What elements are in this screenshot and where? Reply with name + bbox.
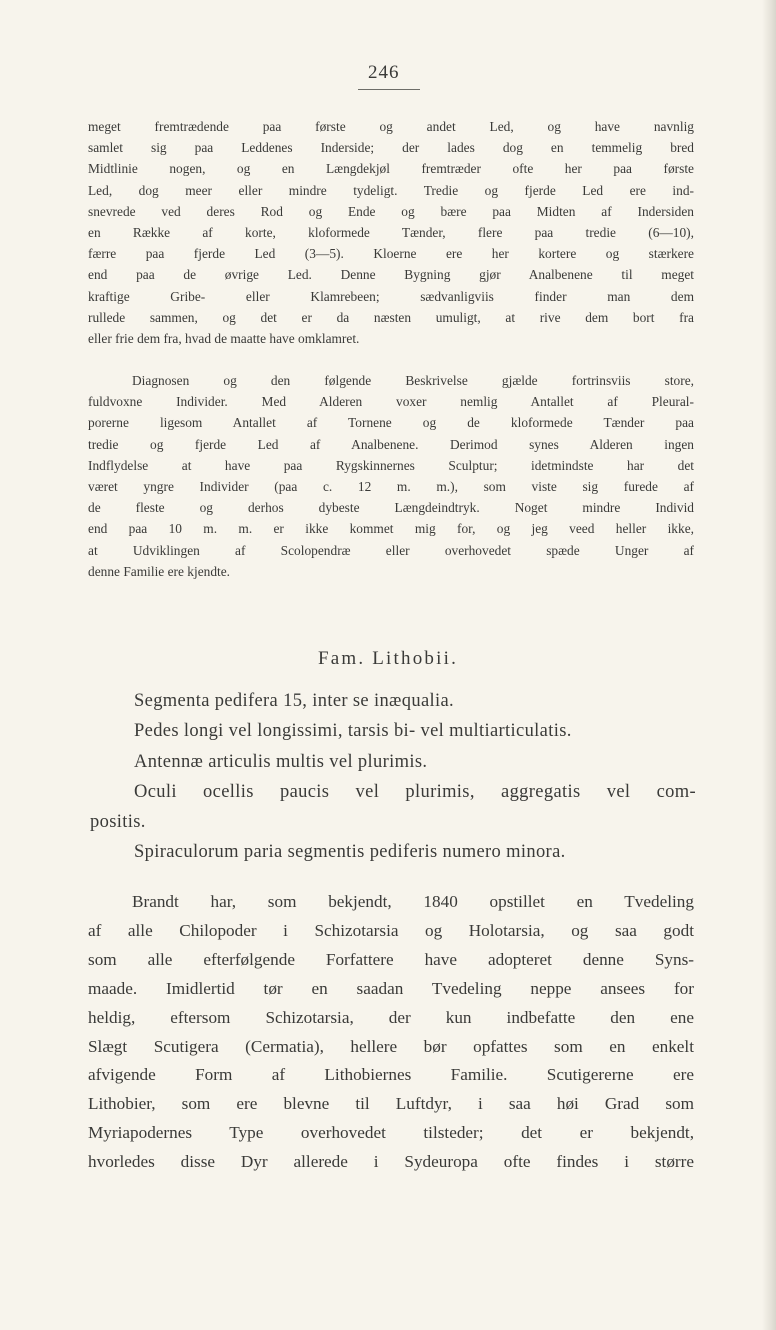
text-line: en Række af korte, kloformede Tænder, flere paa tredie (6—10), — [88, 225, 694, 241]
text-line: meget fremtrædende paa første og andet Led, og have navnlig — [88, 119, 694, 134]
family-heading: Fam. Lithobii. — [317, 648, 459, 669]
paragraph-diagnosen — [88, 370, 694, 582]
text-line: Brandt har, som bekjendt, 1840 opstillet en Tvedeling — [132, 892, 694, 911]
diagnosis-line: Spiraculorum paria segmentis pediferis numero minora. — [134, 842, 566, 863]
text-line: fuldvoxne Individer. Med Alderen voxer nemlig Antallet af Pleural- — [88, 394, 694, 410]
text-line: Myriapodernes Type overhovedet tilsteder; det er bekjendt, — [88, 1123, 694, 1143]
text-line: heldig, eftersom Schizotarsia, der kun indbefatte den ene — [88, 1007, 694, 1027]
text-line: Led, dog meer eller mindre tydeligt. Tredie og fjerde Led ere ind- — [88, 182, 694, 198]
text-line: snevrede ved deres Rod og Ende og bære paa Midten af Indersiden — [88, 203, 694, 219]
text-line: samlet sig paa Leddenes Inderside; der lades dog en temmelig bred — [88, 140, 694, 156]
text-line: maade. Imidlertid tør en saadan Tvedeling neppe ansees for — [88, 978, 694, 998]
text-line: Indflydelse at have paa Rygskinnernes Sculptur; idetmindste har det — [88, 457, 694, 473]
text-line: tredie og fjerde Led af Analbenene. Derimod synes Alderen ingen — [88, 436, 694, 452]
family-diagnosis — [90, 686, 696, 868]
text-line: været yngre Individer (paa c. 12 m. m.), som viste sig furede af — [88, 479, 694, 495]
text-line: hvorledes disse Dyr allerede i Sydeuropa ofte findes i større — [88, 1152, 694, 1172]
text-line: Midtlinie nogen, og en Længdekjøl fremtræder ofte her paa første — [88, 161, 694, 177]
text-line: porerne ligesom Antallet af Tornene og de kloformede Tænder paa — [88, 415, 694, 431]
text-line: færre paa fjerde Led (3—5). Kloerne ere her kortere og stærkere — [88, 246, 694, 262]
text-line: afvigende Form af Lithobiernes Familie. Scutigererne ere — [88, 1065, 694, 1085]
text-line: Diagnosen og den følgende Beskrivelse gjælde fortrinsviis store, — [132, 373, 694, 388]
diagnosis-line: Oculi ocellis paucis vel plurimis, aggregatis vel com- — [134, 781, 696, 802]
diagnosis-line: positis. — [90, 812, 146, 833]
text-line: denne Familie ere kjendte. — [88, 563, 231, 579]
text-line: eller frie dem fra, hvad de maatte have omklamret. — [88, 331, 360, 347]
text-line: end paa de øvrige Led. Denne Bygning gjør Analbenene til meget — [88, 267, 694, 283]
text-line: som alle efterfølgende Forfattere have adopteret denne Syns- — [88, 949, 694, 969]
text-line: Slægt Scutigera (Cermatia), hellere bør opfattes som en enkelt — [88, 1036, 694, 1056]
diagnosis-line: Pedes longi vel longissimi, tarsis bi- vel multiarticulatis. — [134, 721, 572, 742]
page-number: 246 — [368, 62, 400, 83]
text-line: rullede sammen, og det er da næsten umuligt, at rive dem bort fra — [88, 309, 694, 325]
text-line: Lithobier, som ere blevne til Luftdyr, i saa høi Grad som — [88, 1094, 694, 1114]
text-line: de fleste og derhos dybeste Længdeindtryk. Noget mindre Individ — [88, 500, 694, 516]
paragraph-analbenene — [88, 116, 694, 349]
text-line: end paa 10 m. m. er ikke kommet mig for, og jeg veed heller ikke, — [88, 521, 694, 537]
diagnosis-line: Antennæ articulis multis vel plurimis. — [134, 751, 428, 772]
diagnosis-line: Segmenta pedifera 15, inter se inæqualia. — [134, 691, 455, 711]
text-line: af alle Chilopoder i Schizotarsia og Holotarsia, og saa godt — [88, 920, 694, 940]
page-number-rule — [358, 89, 420, 90]
text-line: at Udviklingen af Scolopendræ eller overhovedet spæde Unger af — [88, 542, 694, 558]
text-line: kraftige Gribe- eller Klamrebeen; sædvanligviis finder man dem — [88, 288, 694, 304]
paragraph-brandt — [88, 888, 694, 1177]
